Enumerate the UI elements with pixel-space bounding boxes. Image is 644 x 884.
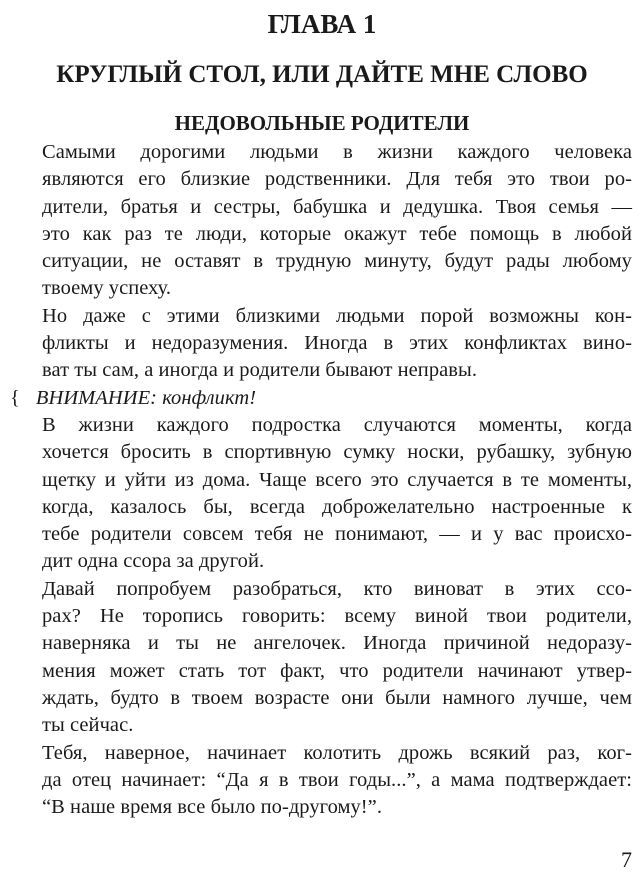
text-line: рах? Не торопись говорить: всему виной твои родители, xyxy=(42,605,632,628)
brace-icon: { xyxy=(10,386,20,409)
text-line: ват ты сам, а иногда и родители бывают неправы. xyxy=(42,359,477,382)
text-line: мения может стать тот факт, что родители начинают утвер- xyxy=(42,659,632,682)
paragraph xyxy=(10,412,632,576)
attention-note xyxy=(10,385,632,412)
text-line: Давай попробуем разобраться, кто виноват в этих ссо- xyxy=(42,577,632,600)
page-number: 7 xyxy=(621,847,632,872)
paragraph xyxy=(10,576,632,740)
section-title: НЕДОВОЛЬНЫЕ РОДИТЕЛИ xyxy=(174,111,470,135)
text-line: являются его близкие родственники. Для тебя это твои ро- xyxy=(42,168,632,191)
text-line: дит одна ссора за другой. xyxy=(42,550,265,573)
text-line: Самыми дорогими людьми в жизни каждого человека xyxy=(42,141,632,163)
text-line: Но даже с этими близкими людьми порой возможны кон- xyxy=(42,304,632,327)
chapter-heading: ГЛАВА 1 xyxy=(267,9,377,39)
text-line: наверняка и ты не ангелочек. Иногда причиной недоразу- xyxy=(42,632,632,655)
text-line: “В наше время все было по-другому!”. xyxy=(42,796,383,819)
text-line: это как раз те люди, которые окажут тебе помощь в любой xyxy=(42,222,632,245)
paragraph xyxy=(10,139,632,303)
body-text xyxy=(10,139,632,821)
text-line: Тебя, наверное, начинает колотить дрожь всякий раз, ког- xyxy=(42,741,632,764)
paragraph xyxy=(10,740,632,822)
text-line: когда, казалось бы, всегда доброжелательно настроенные к xyxy=(42,495,632,518)
paragraph xyxy=(10,303,632,385)
attention-text: ВНИМАНИЕ: конфликт! xyxy=(35,386,257,409)
text-line: да отец начинает: “Да я в твои годы...”, а мама подтверждает: xyxy=(42,768,632,791)
text-line: ждать, будто в твоем возрасте они были намного лучше, чем xyxy=(42,686,632,709)
text-line: тебе родители совсем тебя не понимают, — и у вас происхо- xyxy=(42,523,632,546)
text-line: В жизни каждого подростка случаются моменты, когда xyxy=(42,413,632,436)
text-line: ты сейчас. xyxy=(42,714,134,737)
chapter-title: КРУГЛЫЙ СТОЛ, ИЛИ ДАЙТЕ МНЕ СЛОВО xyxy=(56,61,588,88)
text-line: щетку и уйти из дома. Чаще всего это случается в те моменты, xyxy=(42,468,632,491)
text-line: дители, братья и сестры, бабушка и дедушка. Твоя семья — xyxy=(42,195,632,218)
text-line: твоему успеху. xyxy=(42,277,172,300)
text-line: ситуации, не оставят в трудную минуту, будут рады любому xyxy=(42,250,632,273)
text-line: фликты и недоразумения. Иногда в этих конфликтах вино- xyxy=(42,332,632,355)
text-line: хочется бросить в спортивную сумку носки, рубашку, зубную xyxy=(42,441,632,464)
